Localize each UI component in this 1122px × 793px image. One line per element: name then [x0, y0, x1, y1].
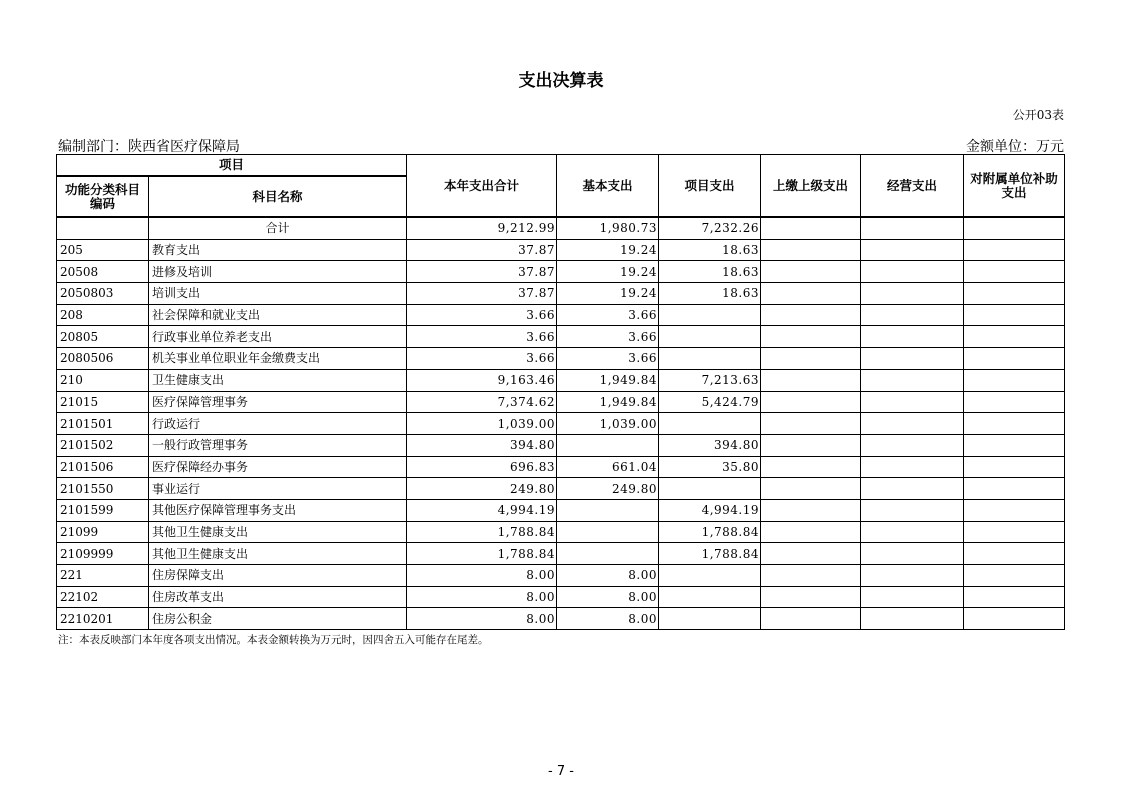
cell-name: 教育支出 — [149, 239, 407, 261]
cell-name: 进修及培训 — [149, 261, 407, 283]
cell-total: 37.87 — [407, 239, 557, 261]
cell-business — [861, 434, 964, 456]
table-row — [57, 565, 1065, 587]
cell-code: 2080506 — [57, 348, 149, 370]
cell-subsidy — [964, 586, 1065, 608]
cell-business — [861, 565, 964, 587]
header-name: 科目名称 — [149, 176, 407, 217]
total-subsidy — [964, 217, 1065, 239]
cell-business — [861, 304, 964, 326]
cell-name: 住房保障支出 — [149, 565, 407, 587]
cell-basic — [557, 499, 659, 521]
cell-project: 1,788.84 — [659, 543, 761, 565]
cell-upper — [761, 565, 861, 587]
cell-subsidy — [964, 369, 1065, 391]
cell-project: 4,994.19 — [659, 499, 761, 521]
department-label: 编制部门：陕西省医疗保障局 — [58, 139, 240, 155]
cell-code: 2101501 — [57, 413, 149, 435]
cell-code: 2101599 — [57, 499, 149, 521]
cell-business — [861, 478, 964, 500]
cell-code: 205 — [57, 239, 149, 261]
cell-upper — [761, 391, 861, 413]
cell-total: 1,039.00 — [407, 413, 557, 435]
cell-basic: 249.80 — [557, 478, 659, 500]
cell-code: 221 — [57, 565, 149, 587]
cell-project: 394.80 — [659, 434, 761, 456]
cell-basic: 1,949.84 — [557, 369, 659, 391]
cell-upper — [761, 326, 861, 348]
cell-business — [861, 239, 964, 261]
cell-subsidy — [964, 391, 1065, 413]
cell-upper — [761, 348, 861, 370]
cell-business — [861, 326, 964, 348]
cell-basic: 8.00 — [557, 565, 659, 587]
cell-business — [861, 456, 964, 478]
cell-subsidy — [964, 326, 1065, 348]
cell-total: 8.00 — [407, 586, 557, 608]
footnote: 注：本表反映部门本年度各项支出情况。本表金额转换为万元时，因四舍五入可能存在尾差。 — [58, 634, 489, 646]
cell-basic: 3.66 — [557, 326, 659, 348]
table-row — [57, 239, 1065, 261]
cell-upper — [761, 478, 861, 500]
cell-project — [659, 304, 761, 326]
cell-code: 2101550 — [57, 478, 149, 500]
cell-total: 1,788.84 — [407, 521, 557, 543]
cell-upper — [761, 283, 861, 305]
expenditure-table — [56, 154, 1065, 630]
total-business — [861, 217, 964, 239]
header-project: 项目支出 — [659, 155, 761, 218]
cell-subsidy — [964, 304, 1065, 326]
cell-business — [861, 391, 964, 413]
cell-project — [659, 326, 761, 348]
cell-code: 2050803 — [57, 283, 149, 305]
cell-total: 3.66 — [407, 326, 557, 348]
cell-upper — [761, 456, 861, 478]
cell-total: 249.80 — [407, 478, 557, 500]
cell-name: 住房公积金 — [149, 608, 407, 630]
cell-total: 3.66 — [407, 348, 557, 370]
cell-name: 社会保障和就业支出 — [149, 304, 407, 326]
cell-business — [861, 348, 964, 370]
cell-upper — [761, 499, 861, 521]
total-upper — [761, 217, 861, 239]
cell-project: 35.80 — [659, 456, 761, 478]
cell-subsidy — [964, 456, 1065, 478]
cell-total: 9,163.46 — [407, 369, 557, 391]
form-code: 公开03表 — [1012, 108, 1064, 122]
cell-total: 37.87 — [407, 261, 557, 283]
cell-basic: 1,949.84 — [557, 391, 659, 413]
cell-name: 培训支出 — [149, 283, 407, 305]
cell-basic: 3.66 — [557, 304, 659, 326]
header-subsidy: 对附属单位补助支出 — [964, 155, 1065, 218]
cell-project: 5,424.79 — [659, 391, 761, 413]
unit-label: 金额单位：万元 — [966, 139, 1064, 155]
cell-project — [659, 478, 761, 500]
cell-basic: 19.24 — [557, 239, 659, 261]
table-row — [57, 608, 1065, 630]
cell-upper — [761, 543, 861, 565]
cell-business — [861, 499, 964, 521]
cell-subsidy — [964, 499, 1065, 521]
cell-code: 210 — [57, 369, 149, 391]
header-total: 本年支出合计 — [407, 155, 557, 218]
cell-project — [659, 586, 761, 608]
cell-code: 2109999 — [57, 543, 149, 565]
cell-code: 208 — [57, 304, 149, 326]
cell-total: 3.66 — [407, 304, 557, 326]
cell-business — [861, 586, 964, 608]
cell-subsidy — [964, 565, 1065, 587]
cell-subsidy — [964, 261, 1065, 283]
cell-name: 医疗保障管理事务 — [149, 391, 407, 413]
table-row — [57, 391, 1065, 413]
cell-subsidy — [964, 434, 1065, 456]
cell-code: 2101506 — [57, 456, 149, 478]
cell-upper — [761, 239, 861, 261]
cell-project — [659, 413, 761, 435]
cell-basic: 19.24 — [557, 283, 659, 305]
header-basic: 基本支出 — [557, 155, 659, 218]
cell-business — [861, 261, 964, 283]
cell-business — [861, 521, 964, 543]
table-row — [57, 326, 1065, 348]
table-row — [57, 521, 1065, 543]
cell-name: 其他医疗保障管理事务支出 — [149, 499, 407, 521]
page-title: 支出决算表 — [518, 71, 604, 91]
cell-project: 18.63 — [659, 283, 761, 305]
cell-total: 696.83 — [407, 456, 557, 478]
cell-total: 1,788.84 — [407, 543, 557, 565]
header-upper: 上缴上级支出 — [761, 155, 861, 218]
cell-business — [861, 413, 964, 435]
cell-business — [861, 608, 964, 630]
cell-subsidy — [964, 521, 1065, 543]
cell-subsidy — [964, 543, 1065, 565]
cell-subsidy — [964, 283, 1065, 305]
cell-code: 20805 — [57, 326, 149, 348]
cell-subsidy — [964, 239, 1065, 261]
cell-total: 394.80 — [407, 434, 557, 456]
cell-code: 2210201 — [57, 608, 149, 630]
cell-subsidy — [964, 608, 1065, 630]
cell-name: 事业运行 — [149, 478, 407, 500]
total-label: 合计 — [149, 217, 407, 239]
cell-code: 21015 — [57, 391, 149, 413]
header-business: 经营支出 — [861, 155, 964, 218]
cell-code: 22102 — [57, 586, 149, 608]
cell-upper — [761, 586, 861, 608]
cell-total: 8.00 — [407, 608, 557, 630]
table-row — [57, 261, 1065, 283]
cell-upper — [761, 434, 861, 456]
cell-basic: 8.00 — [557, 586, 659, 608]
table-row — [57, 586, 1065, 608]
table-row — [57, 499, 1065, 521]
cell-name: 机关事业单位职业年金缴费支出 — [149, 348, 407, 370]
cell-basic: 19.24 — [557, 261, 659, 283]
table-row — [57, 348, 1065, 370]
table-row — [57, 369, 1065, 391]
cell-project: 18.63 — [659, 239, 761, 261]
cell-upper — [761, 304, 861, 326]
cell-basic: 1,039.00 — [557, 413, 659, 435]
cell-project: 1,788.84 — [659, 521, 761, 543]
total-project: 7,232.26 — [659, 217, 761, 239]
cell-project: 7,213.63 — [659, 369, 761, 391]
cell-code: 20508 — [57, 261, 149, 283]
cell-upper — [761, 261, 861, 283]
cell-name: 卫生健康支出 — [149, 369, 407, 391]
total-basic: 1,980.73 — [557, 217, 659, 239]
cell-name: 医疗保障经办事务 — [149, 456, 407, 478]
cell-name: 住房改革支出 — [149, 586, 407, 608]
cell-total: 4,994.19 — [407, 499, 557, 521]
cell-subsidy — [964, 348, 1065, 370]
cell-basic: 8.00 — [557, 608, 659, 630]
cell-total: 7,374.62 — [407, 391, 557, 413]
cell-upper — [761, 369, 861, 391]
table-row — [57, 283, 1065, 305]
total-total: 9,212.99 — [407, 217, 557, 239]
cell-name: 一般行政管理事务 — [149, 434, 407, 456]
header-item: 项目 — [57, 155, 407, 177]
cell-business — [861, 283, 964, 305]
cell-code: 2101502 — [57, 434, 149, 456]
cell-basic: 661.04 — [557, 456, 659, 478]
cell-name: 其他卫生健康支出 — [149, 521, 407, 543]
cell-business — [861, 369, 964, 391]
page-number: - 7 - — [548, 764, 574, 779]
cell-name: 其他卫生健康支出 — [149, 543, 407, 565]
cell-project — [659, 348, 761, 370]
cell-project — [659, 565, 761, 587]
cell-subsidy — [964, 478, 1065, 500]
cell-upper — [761, 413, 861, 435]
cell-basic: 3.66 — [557, 348, 659, 370]
table-row — [57, 304, 1065, 326]
cell-upper — [761, 608, 861, 630]
total-row — [57, 217, 1065, 239]
table-row — [57, 413, 1065, 435]
cell-code: 21099 — [57, 521, 149, 543]
cell-name: 行政事业单位养老支出 — [149, 326, 407, 348]
table-row — [57, 478, 1065, 500]
cell-basic — [557, 521, 659, 543]
cell-subsidy — [964, 413, 1065, 435]
cell-basic — [557, 434, 659, 456]
cell-project: 18.63 — [659, 261, 761, 283]
cell-project — [659, 608, 761, 630]
cell-business — [861, 543, 964, 565]
cell-name: 行政运行 — [149, 413, 407, 435]
table-row — [57, 434, 1065, 456]
header-code: 功能分类科目编码 — [57, 176, 149, 217]
cell-total: 8.00 — [407, 565, 557, 587]
cell-total: 37.87 — [407, 283, 557, 305]
total-code — [57, 217, 149, 239]
table-row — [57, 543, 1065, 565]
cell-upper — [761, 521, 861, 543]
table-row — [57, 456, 1065, 478]
cell-basic — [557, 543, 659, 565]
